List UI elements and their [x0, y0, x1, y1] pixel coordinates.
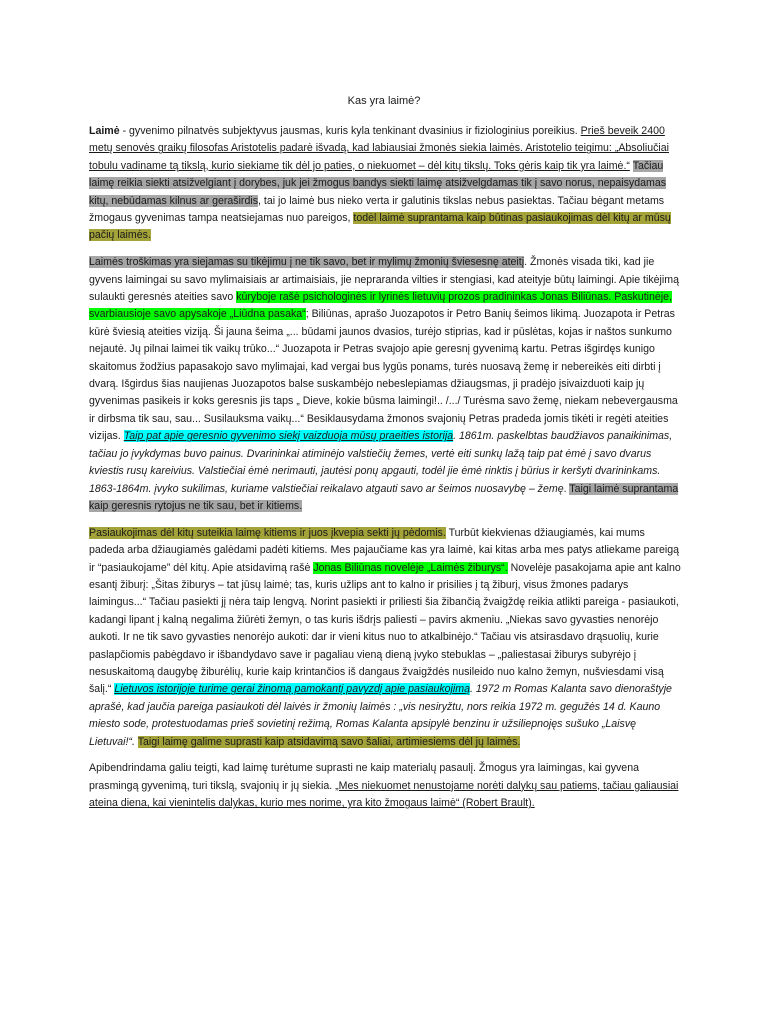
p2-plain-1: . Žmonės visada tiki, kad jie gyvens laimingai su savo mylimaisiais ar artimaisiais, jie nepraranda vilties ir stengiasi, kad ateityje būtų laimingi. Apie tikėjimą sulaukti geresnės ateities savo — [89, 256, 679, 304]
p3-green-highlight: Jonas Biliūnas novelėje „Laimės žiburys“. — [313, 561, 508, 574]
p3-kalanta-italic: . 1972 m Romas Kalanta savo dienoraštyje aprašė, kad jaučia pareiga pasiaukoti dėl laivės ir žmonių laimės : „vis nesiryžtu, nors reikia 1972 m. gegužės 14 d. Kauno miesto sode, protestuodamas prieš sovietinį režimą, Romas Kalanta apsipylė benzinu ir užsiliepnojęs sušuko „Laisvę Lietuvai!“. — [89, 683, 672, 748]
paragraph-2 — [89, 254, 681, 515]
p1-plain: , tai jo laimė bus nieko verta ir galutinis tikslas nebus pasiektas. Tačiau bėgant metams žmogaus gyvenimas tampa neatsiejamas nuo pareigos, — [89, 194, 665, 225]
p3-cyan-highlight: Lietuvos istorijoje turime gerai žinomą pamokantį pavyzdį apie pasiaukojimą — [114, 683, 470, 696]
p1-olive-highlight: todėl laimė suprantama kaip būtinas pasiaukojimas dėl kitų ar mūsų pačių laimės. — [89, 212, 671, 242]
p4-plain: Apibendrindama galiu teigti, kad laimę turėtume suprasti ne kaip materialų pasaulį. Žmogus yra laimingas, kai gyvena prasmingą gyvenimą, turi tikslą, svajonių ir jų siekia. — [89, 762, 639, 792]
paragraph-4 — [89, 760, 681, 812]
p1-aristotle-quote: Prieš beveik 2400 metų senovės graikų filosofas Aristotelis padarė išvadą, kad labiausiai žmonės siekia laimės. Aristotelio teigimu: „Absoliučiai tobulu vadiname tą tikslą, kurio siekiame tik dėl jo paties, o niekuomet – dėl kitų tikslų. Toks gėris kaip tik yra laimė.“ — [89, 125, 669, 172]
p2-cyan-highlight: Taip pat apie geresnio gyvenimo siekį vaizduoja mūsų praeities istorija — [123, 430, 454, 443]
p4-brault-quote: „Mes niekuomet nenustojame norėti dalykų sau patiems, tačiau galiausiai ateina diena, kai vienintelis dalykas, kurio mes norime, yra kito žmogaus laimė“ (Robert Brault). — [89, 779, 679, 810]
p3-plain-1: Turbūt kiekvienas džiaugiamės, kai mums padeda arba džiaugiamės galėdami padėti kitiems. Mes pajaučiame kas yra laimė, kai kitas arba mes patys atliekame pareigą ir “pasiaukojame” dėl kitų. Apie atsidavimą rašė — [89, 526, 680, 574]
document-title: Kas yra laimė? — [347, 95, 421, 107]
paragraph-1 — [89, 123, 681, 245]
paragraph-3 — [89, 525, 681, 751]
p1-intro: - gyvenimo pilnatvės subjektyvus jausmas, kuris kyla tenkinant dvasinius ir fiziologinius poreikius. — [119, 125, 581, 137]
p3-olive-highlight-2: Taigi laimę galime suprasti kaip atsidavimą savo šaliai, artimiesiems dėl jų laimės. — [137, 735, 521, 748]
p3-plain-2: Novelėje pasakojama apie ant kalno esantį žiburį: „Šitas žiburys – tat jūsų laimė; tas, kuris užlips ant to kalno ir prisilies į tą žiburį, visus žmones padarys laimingus...“ Tačiau pasiekti jį nėra taip lengvą. Norint pasiekti ir priliesti šia žibančią žvaigždę reikia atlikti pareiga - pasiaukoti, kadangi lipant į kalną negalima žiūrėti žemyn, o tas kuris išdrįs paliesti – pavirs akmeniu. „Niekas savo gyvasties nenorėjo aukoti. Ir ne tik savo gyvasties nenorėjo aukoti: dar ir vieni kitus nuo to atkalbinėjo.“ Tačiau vis atsirasdavo drąsuolių, kurie paslapčiomis pabėgdavo ir išbandydavo save ir pagaliau vieną dieną įvyko stebuklas – „paliestasai žiburys subyrėjo į nesuskaitomą daugybę žiburėlių, kurie kaip krintančios iš dangaus žvaigždės nusileido nuo kalno žemyn, nušviesdami visą šalį.“ — [89, 561, 681, 696]
term-laime: Laimė — [89, 125, 120, 137]
p2-gray-highlight-2: Taigi laimė suprantama kaip geresnis rytojus ne tik sau, bet ir kitiems. — [89, 482, 679, 512]
p2-gray-highlight: Laimės troškimas yra siejamas su tikėjimu į ne tik savo, bet ir mylimų žmonių šviesesnę ateitį — [89, 256, 525, 269]
document-body — [89, 123, 681, 822]
p2-history-italic: . 1861m. paskelbtas baudžiavos panaikinimas, tačiau jo įvykdymas buvo painus. Dvarininkai atiminėjo valstiečių žemes, vertė eiti sunkų lažą taip pat ėmė į savo dvarus kviestis rusų kareivius. Valstiečiai ėmė nerimauti, jautėsi ponų apgauti, todėl jie ėmė rinktis į būrius ir keršyti dvarininkams. 1863-1864m. įvyko sukilimas, kuriame valstiečiai reikalavo atgauti savo ar šeimos nuosavybę – žemę — [89, 430, 673, 495]
p3-olive-highlight: Pasiaukojimas dėl kitų suteikia laimę kitiems ir juos įkvepia sekti jų pėdomis. — [89, 526, 446, 539]
p1-gray-highlight: Tačiau laimę reikia siekti atsižvelgiant į dorybes, juk jei žmogus bandys siekti laimę atsižvelgdamas tik į savo norus, nepaisydamas kitų, nebūdamas kilnus ar geraširdis — [89, 159, 667, 207]
p2-plain-2: ; Biliūnas, aprašo Juozapotos ir Petro Banių šeimos likimą. Juozapota ir Petras kūrė šviesią ateities viziją. Ši jauna šeima „... būdami jaunos dvasios, turėjo stiprias, kad ir pūslėtas, kojas ir naštos sunkumo nejautė. Jų pilnai laimei tik vaikų trūko...“ Juozapota ir Petras svajojo apie geresnį gyvenimą kartu. Petras išgirdęs kunigo skaitomus žodžius papasakojo savo mylimajai, kad vergai bus lygūs ponams, turės nuosavą žemę ir nebereikės eiti dirbti į dvarą. Išgirdus šias naujienas Juozapotos balse suskambėjo nebeslepiamas džiaugsmas, ji pradėjo įsivaizduoti kaip jų gyvenimas pasikeis ir koks geresnis jis taps „ Dieve, kokie būsma laimingi!.. /.../ Turėsma savo žemę, niekam nebevergausma ir dirbsma tik sau, sau... Susilauksma vaikų...“ Besiklausydama žmonos svajonių Petras pradeda jomis tikėti ir regėti ateities vizijas. — [89, 308, 678, 443]
p2-green-highlight: kūryboje rašė psichologinės ir lyrinės lietuvių prozos pradininkas Jonas Biliūnas. Paskutinėje, svarbiausioje savo apysakoje „Liūdna pasaka“ — [89, 291, 672, 321]
p2-dot: . — [563, 482, 570, 495]
